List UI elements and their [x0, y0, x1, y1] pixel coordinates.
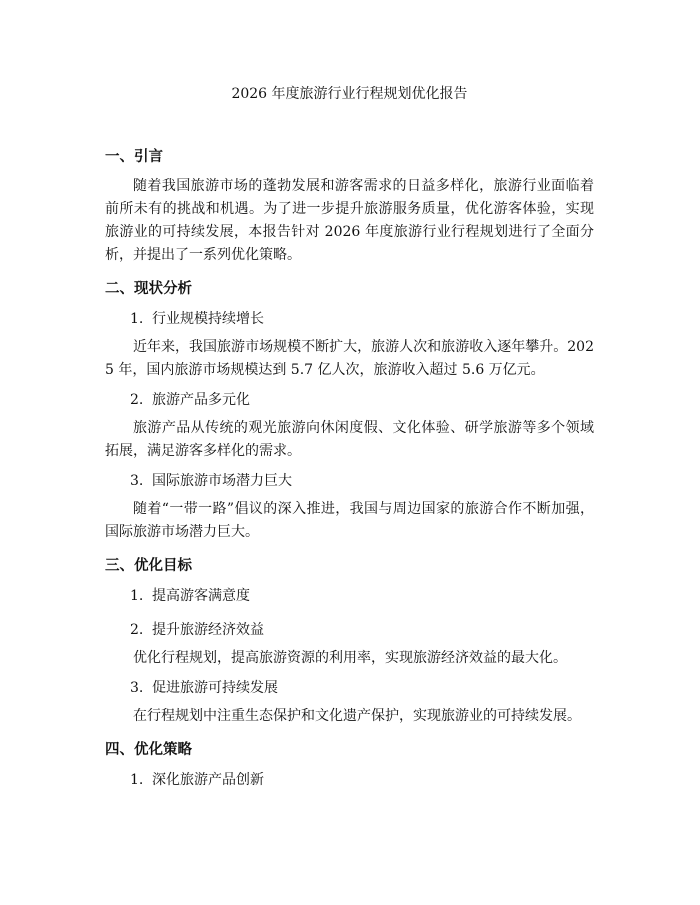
section-introduction	[105, 147, 594, 267]
paragraph: 近年来，我国旅游市场规模不断扩大，旅游人次和旅游收入逐年攀升。2025 年，国内旅游市场规模达到 5.7 亿人次，旅游收入超过 5.6 万亿元。	[105, 339, 594, 378]
section-heading: 三、优化目标	[105, 558, 192, 574]
paragraph: 优化行程规划，提高旅游资源的利用率，实现旅游经济效益的最大化。	[133, 650, 567, 666]
section-optimization-strategies	[105, 740, 594, 790]
item-label: 促进旅游可持续发展	[152, 680, 278, 696]
paragraph: 随着“一带一路”倡议的深入推进，我国与周边国家的旅游合作不断加强，国际旅游市场潜力巨大。	[105, 501, 594, 540]
item-number: 3.	[130, 680, 144, 696]
section-heading: 二、现状分析	[105, 281, 192, 297]
paragraph: 随着我国旅游市场的蓬勃发展和游客需求的日益多样化，旅游行业面临着前所未有的挑战和机遇。为了进一步提升旅游服务质量，优化游客体验，实现旅游业的可持续发展，本报告针对 2026 年度旅游行业行程规划进行了全面分析，并提出了一系列优化策略。	[105, 178, 594, 263]
item-label: 提升旅游经济效益	[152, 622, 264, 638]
item-label: 旅游产品多元化	[152, 392, 250, 408]
section-optimization-goals	[105, 556, 594, 728]
list-item	[105, 471, 594, 491]
document-title: 2026 年度旅游行业行程规划优化报告	[231, 86, 468, 102]
item-label: 深化旅游产品创新	[152, 772, 264, 788]
section-current-analysis	[105, 279, 594, 544]
list-item	[105, 390, 594, 410]
paragraph: 在行程规划中注重生态保护和文化遗产保护，实现旅游业的可持续发展。	[133, 708, 581, 724]
list-item	[105, 620, 594, 640]
item-label: 国际旅游市场潜力巨大	[152, 473, 292, 489]
item-number: 1.	[130, 311, 144, 327]
item-number: 3.	[130, 473, 144, 489]
list-item	[105, 770, 594, 790]
list-item	[105, 309, 594, 329]
section-heading: 四、优化策略	[105, 742, 192, 758]
item-label: 提高游客满意度	[152, 588, 250, 604]
item-number: 1.	[130, 772, 144, 788]
section-heading: 一、引言	[105, 149, 163, 165]
list-item	[105, 586, 594, 606]
item-label: 行业规模持续增长	[152, 311, 264, 327]
item-number: 2.	[130, 392, 144, 408]
paragraph: 旅游产品从传统的观光旅游向休闲度假、文化体验、研学旅游等多个领域拓展，满足游客多样化的需求。	[105, 420, 594, 459]
list-item	[105, 678, 594, 698]
item-number: 2.	[130, 622, 144, 638]
item-number: 1.	[130, 588, 144, 604]
